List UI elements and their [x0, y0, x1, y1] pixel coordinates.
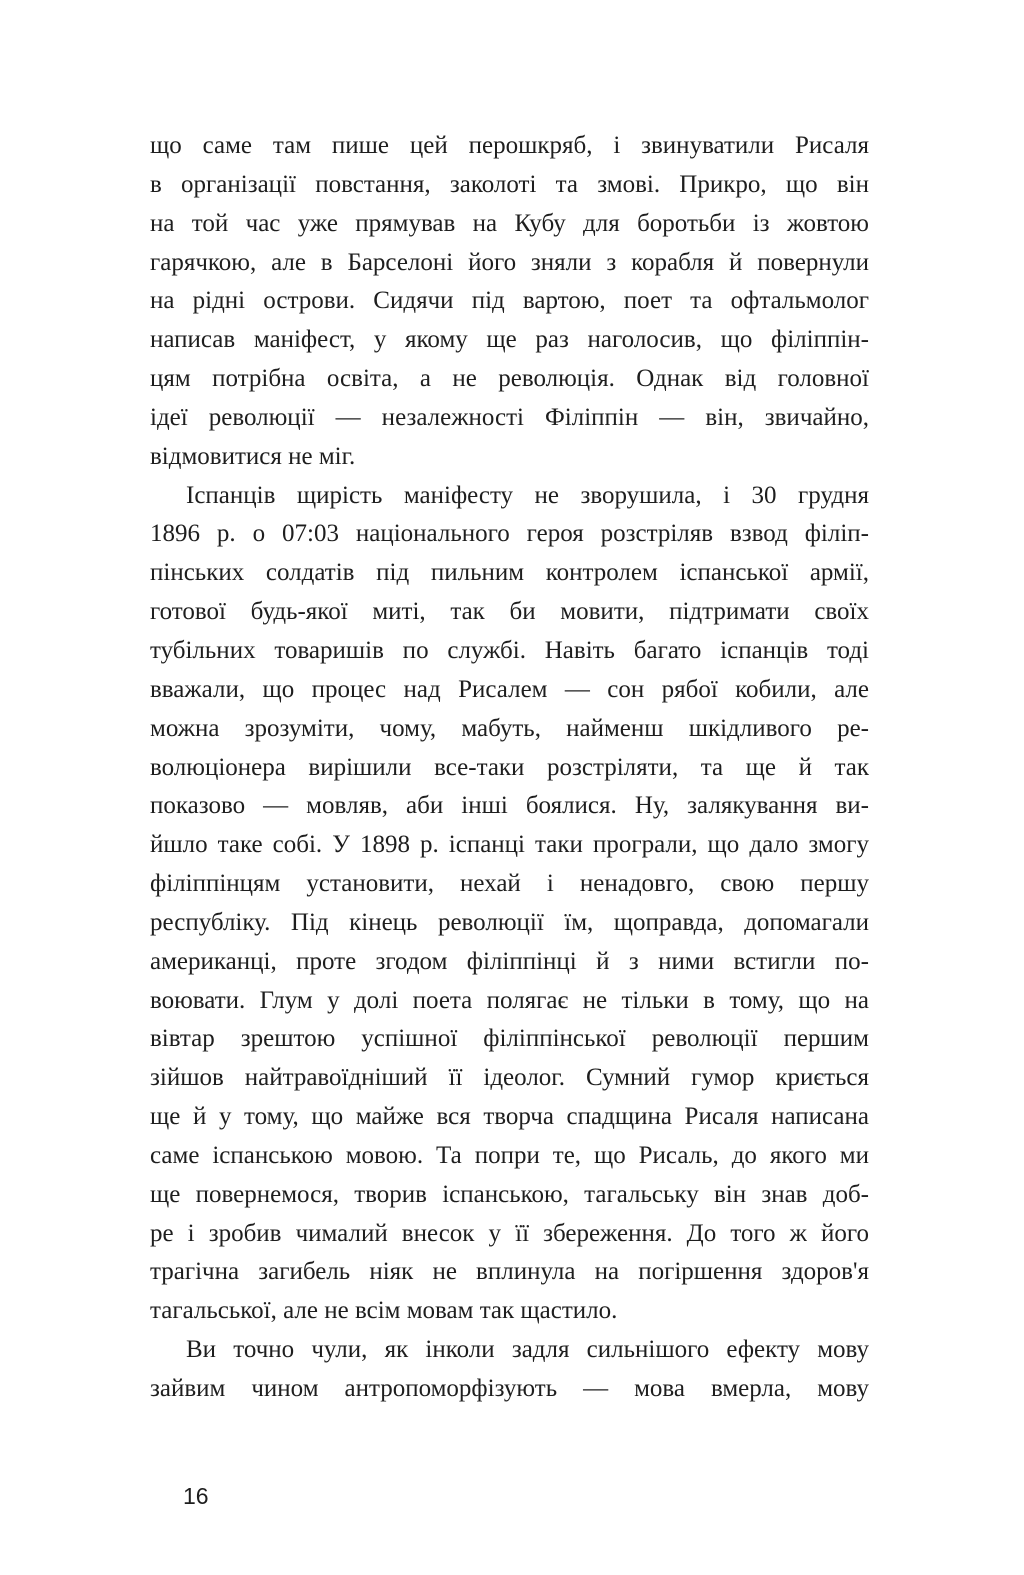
text-line: на рідні острови. Сидячи під вартою, поет та офтальмолог [150, 287, 869, 315]
text-line: що саме там пише цей перошкряб, і звинуватили Рисаля [150, 132, 869, 159]
text-line: 1896 р. о 07:03 національного героя розстріляв взвод філіп- [150, 520, 869, 548]
text-line: показово — мовляв, аби інші боялися. Ну, залякування ви- [150, 792, 869, 820]
text-line: ідеї революції — незалежності Філіппін — він, звичайно, [150, 403, 869, 431]
text-line: трагічна загибель ніяк не вплинула на погіршення здоров'я [150, 1258, 869, 1286]
text-line: ще й у тому, що майже вся творча спадщина Рисаля написана [150, 1103, 869, 1131]
text-line: написав маніфест, у якому ще раз наголосив, що філіппін- [150, 326, 869, 354]
text-line: ще повернемося, творив іспанською, тагальську він знав доб- [150, 1180, 869, 1208]
text-line: саме іспанською мовою. Та попри те, що Рисаль, до якого ми [150, 1141, 869, 1169]
paragraph [150, 1331, 869, 1409]
text-line: вівтар зрештою успішної філіппінської революції першим [150, 1025, 869, 1053]
text-line: американці, проте згодом філіппінці й з ними встигли по- [150, 947, 869, 975]
text-line: ре і зробив чималий внесок у її збереження. До того ж його [150, 1219, 869, 1247]
text-line: республіку. Під кінець революції їм, щоправда, допомагали [150, 908, 869, 936]
text-line: гарячкою, але в Барселоні його зняли з корабля й повернули [150, 248, 869, 276]
page-body [150, 127, 869, 1409]
text-line: відмовитися не міг. [150, 442, 356, 470]
text-line: тубільних товаришів по службі. Навіть багато іспанців тоді [150, 636, 869, 664]
text-line: можна зрозуміти, чому, мабуть, найменш шкідливого ре- [150, 714, 869, 742]
text-line: Ви точно чули, як інколи задля сильнішого ефекту мову [186, 1336, 869, 1364]
text-line: Іспанців щирість маніфесту не зворушила, і 30 грудня [186, 481, 869, 509]
paragraph [150, 477, 869, 1332]
text-line: йшло таке собі. У 1898 р. іспанці таки програли, що дало змогу [150, 831, 869, 859]
text-line: пінських солдатів під пильним контролем іспанської армії, [150, 559, 869, 587]
text-line: на той час уже прямував на Кубу для боротьби із жовтою [150, 209, 869, 237]
paragraph [150, 127, 869, 477]
text-line: воювати. Глум у долі поета полягає не тільки в тому, що на [150, 986, 869, 1014]
text-line: зайвим чином антропоморфізують — мова вмерла, мову [150, 1375, 869, 1402]
text-line: волюціонера вирішили все-таки розстріляти, та ще й так [150, 753, 869, 781]
text-line: готової будь-якої миті, так би мовити, підтримати своїх [150, 598, 869, 626]
text-line: цям потрібна освіта, а не революція. Однак від головної [150, 365, 869, 393]
text-line: тагальської, але не всім мовам так щастило. [150, 1297, 618, 1325]
text-line: в організації повстання, заколоті та змові. Прикро, що він [150, 170, 869, 198]
page-number: 16 [183, 1483, 209, 1509]
text-line: вважали, що процес над Рисалем — сон рябої кобили, але [150, 675, 869, 703]
text-line: зійшов найтравоїдніший її ідеолог. Сумний гумор криється [150, 1064, 869, 1092]
text-line: філіппінцям установити, нехай і ненадовго, свою першу [150, 870, 869, 898]
